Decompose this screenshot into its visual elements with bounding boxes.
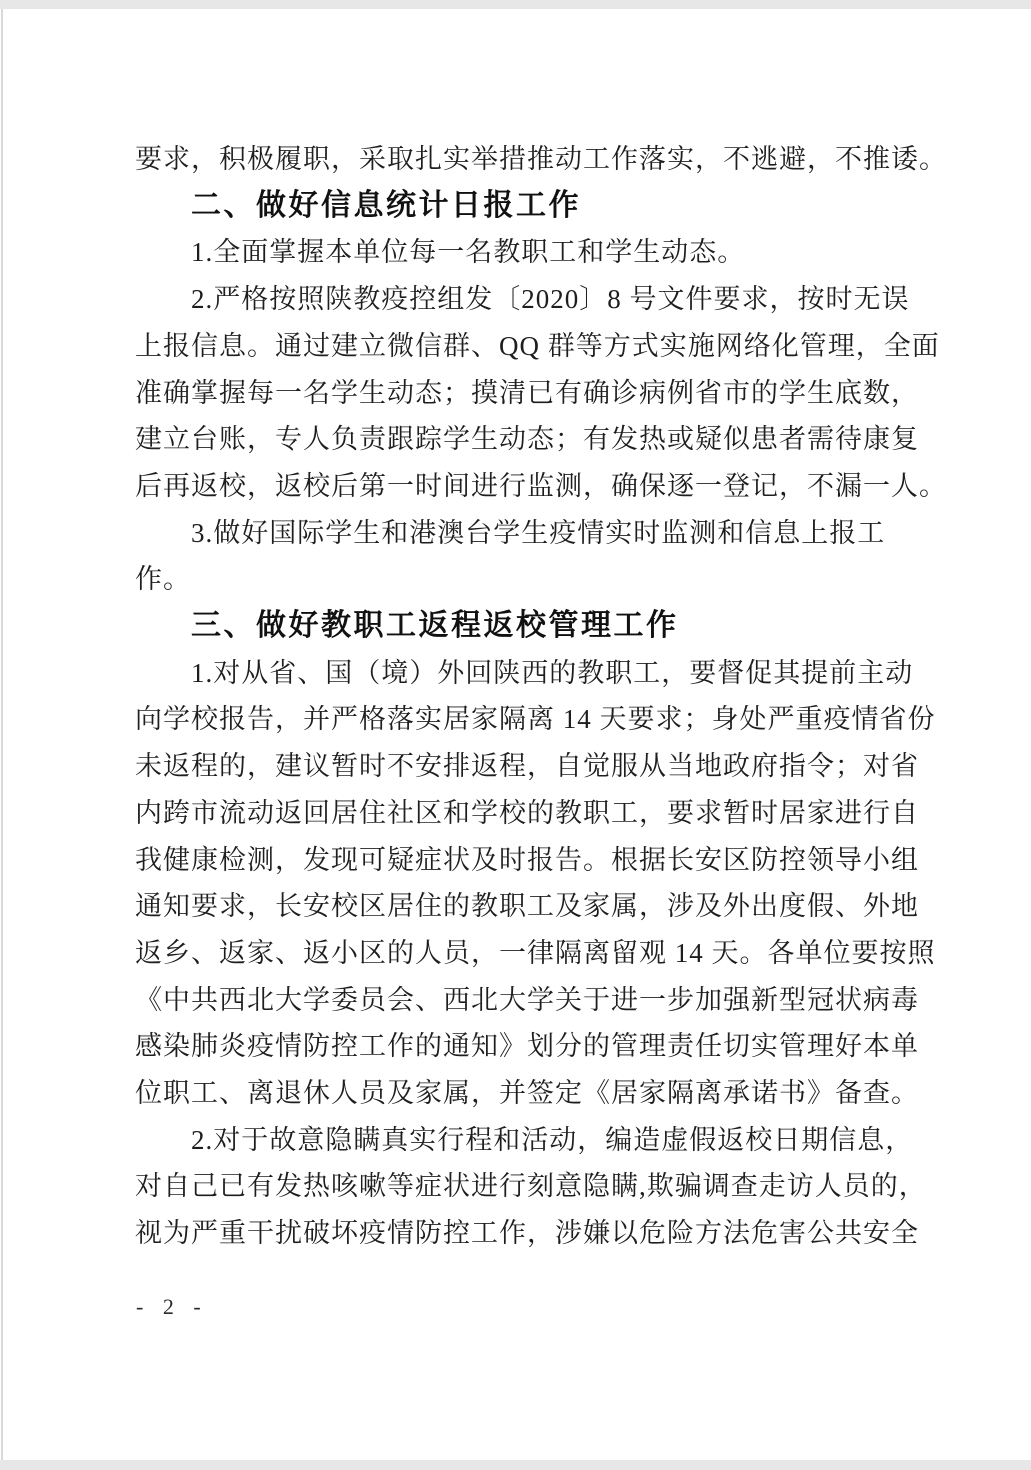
text-line: 《中共西北大学委员会、西北大学关于进一步加强新型冠状病毒 bbox=[135, 984, 919, 1015]
page-left-edge bbox=[1, 9, 3, 1460]
section-heading: 二、做好信息统计日报工作 bbox=[191, 188, 581, 222]
text-line: 建立台账，专人负责跟踪学生动态；有发热或疑似患者需待康复 bbox=[135, 424, 919, 455]
section-heading: 三、做好教职工返程返校管理工作 bbox=[191, 609, 679, 643]
text-line: 作。 bbox=[135, 564, 191, 595]
text-line: 我健康检测，发现可疑症状及时报告。根据长安区防控领导小组 bbox=[135, 844, 919, 875]
text-line: 内跨市流动返回居住社区和学校的教职工，要求暂时居家进行自 bbox=[135, 797, 919, 828]
text-line: 对自己已有发热咳嗽等症状进行刻意隐瞒,欺骗调查走访人员的， bbox=[135, 1171, 927, 1202]
text-line: 2.对于故意隐瞒真实行程和活动，编造虚假返校日期信息， bbox=[191, 1124, 914, 1155]
text-line: 3.做好国际学生和港澳台学生疫情实时监测和信息上报工 bbox=[191, 517, 886, 548]
top-edge-band bbox=[0, 0, 1031, 9]
text-line: 位职工、离退休人员及家属，并签定《居家隔离承诺书》备查。 bbox=[135, 1078, 919, 1109]
bottom-edge-band bbox=[0, 1460, 1031, 1470]
text-line: 准确掌握每一名学生动态；摸清已有确诊病例省市的学生底数， bbox=[135, 377, 919, 408]
text-line: 1.全面掌握本单位每一名教职工和学生动态。 bbox=[191, 237, 746, 268]
text-line: 感染肺炎疫情防控工作的通知》划分的管理责任切实管理好本单 bbox=[135, 1031, 919, 1062]
text-line: 上报信息。通过建立微信群、QQ 群等方式实施网络化管理，全面 bbox=[135, 330, 940, 361]
text-line: 向学校报告，并严格落实居家隔离 14 天要求；身处严重疫情省份 bbox=[135, 704, 936, 735]
text-line: 要求，积极履职，采取扎实举措推动工作落实，不逃避，不推诿。 bbox=[135, 144, 947, 174]
text-line: 返乡、返家、返小区的人员，一律隔离留观 14 天。各单位要按照 bbox=[135, 937, 936, 968]
text-line: 视为严重干扰破坏疫情防控工作，涉嫌以危险方法危害公共安全 bbox=[135, 1218, 919, 1249]
text-line: 2.严格按照陕教疫控组发〔2020〕8 号文件要求，按时无误 bbox=[191, 284, 910, 315]
document-body bbox=[135, 136, 947, 1257]
text-line: 未返程的，建议暂时不安排返程，自觉服从当地政府指令；对省 bbox=[135, 751, 919, 782]
text-line: 1.对从省、国（境）外回陕西的教职工，要督促其提前主动 bbox=[191, 657, 914, 688]
text-line: 通知要求，长安校区居住的教职工及家属，涉及外出度假、外地 bbox=[135, 891, 919, 922]
text-line: 后再返校，返校后第一时间进行监测，确保逐一登记，不漏一人。 bbox=[135, 470, 947, 501]
page-number: - 2 - bbox=[136, 1294, 208, 1319]
